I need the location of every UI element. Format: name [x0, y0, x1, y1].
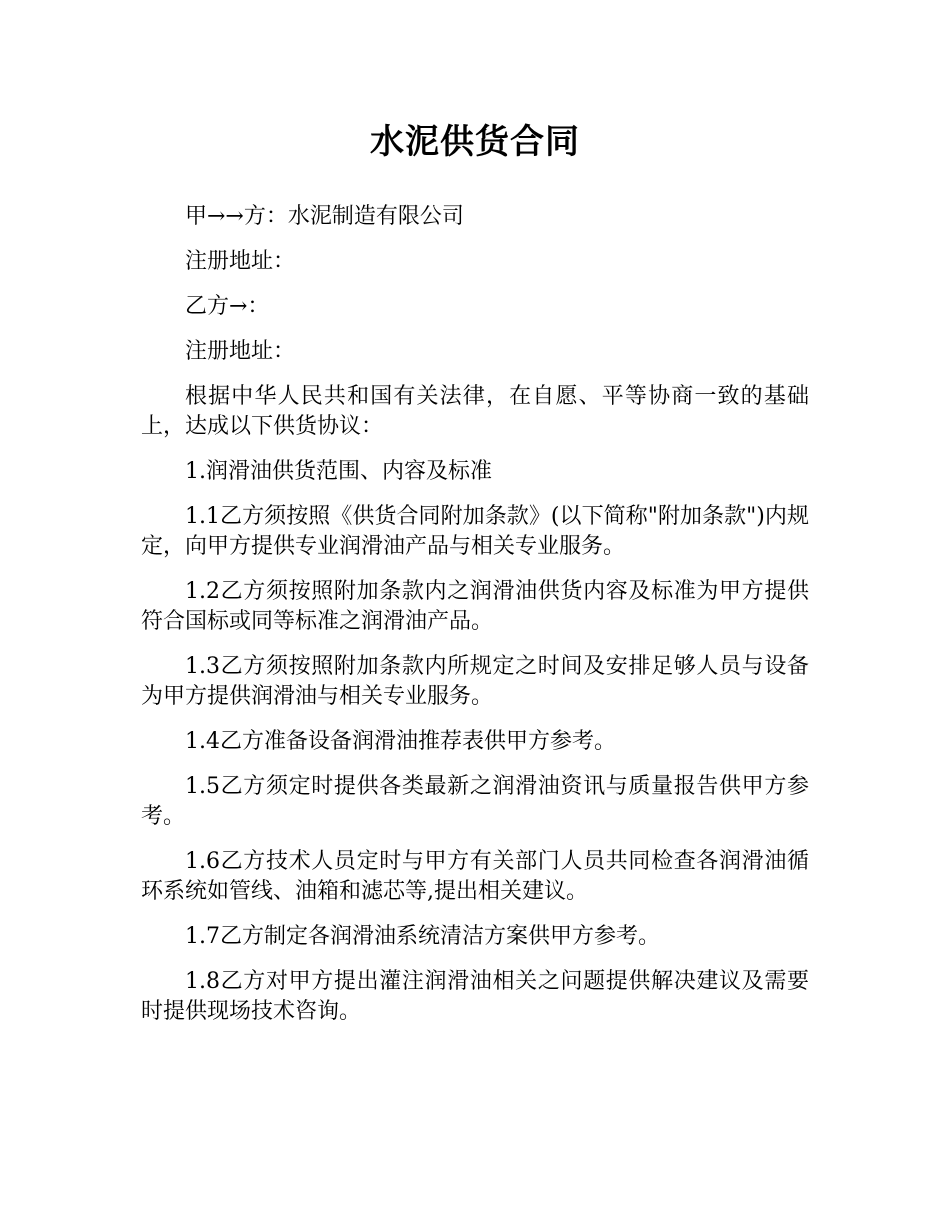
party-a-line: 甲→→方：水泥制造有限公司 [185, 204, 464, 229]
party-b-line: 乙方→： [185, 294, 270, 319]
clause-1-5: 1.5乙方须定时提供各类最新之润滑油资讯与质量报告供甲方参考。 [141, 774, 809, 829]
section-heading: 1.润滑油供货范围、内容及标准 [185, 459, 492, 484]
clause-1-8: 1.8乙方对甲方提出灌注润滑油相关之问题提供解决建议及需要时提供现场技术咨询。 [141, 969, 809, 1024]
clause-1-1: 1.1乙方须按照《供货合同附加条款》(以下简称"附加条款")内规定，向甲方提供专业润滑油产品与相关专业服务。 [141, 504, 809, 559]
clause-1-4: 1.4乙方准备设备润滑油推荐表供甲方参考。 [185, 729, 616, 754]
clause-1-6: 1.6乙方技术人员定时与甲方有关部门人员共同检查各润滑油循环系统如管线、油箱和滤芯等,提出相关建议。 [141, 849, 809, 904]
clause-1-2: 1.2乙方须按照附加条款内之润滑油供货内容及标准为甲方提供符合国标或同等标准之润滑油产品。 [141, 579, 809, 634]
party-b-address: 注册地址： [185, 339, 296, 364]
party-a-address: 注册地址： [185, 249, 296, 274]
document-title: 水泥供货合同 [370, 122, 580, 162]
document-body [141, 202, 809, 1042]
clause-1-7: 1.7乙方制定各润滑油系统清洁方案供甲方参考。 [185, 924, 660, 949]
clause-1-3: 1.3乙方须按照附加条款内所规定之时间及安排足够人员与设备为甲方提供润滑油与相关专业服务。 [141, 654, 809, 709]
preamble: 根据中华人民共和国有关法律，在自愿、平等协商一致的基础上，达成以下供货协议： [141, 384, 809, 439]
